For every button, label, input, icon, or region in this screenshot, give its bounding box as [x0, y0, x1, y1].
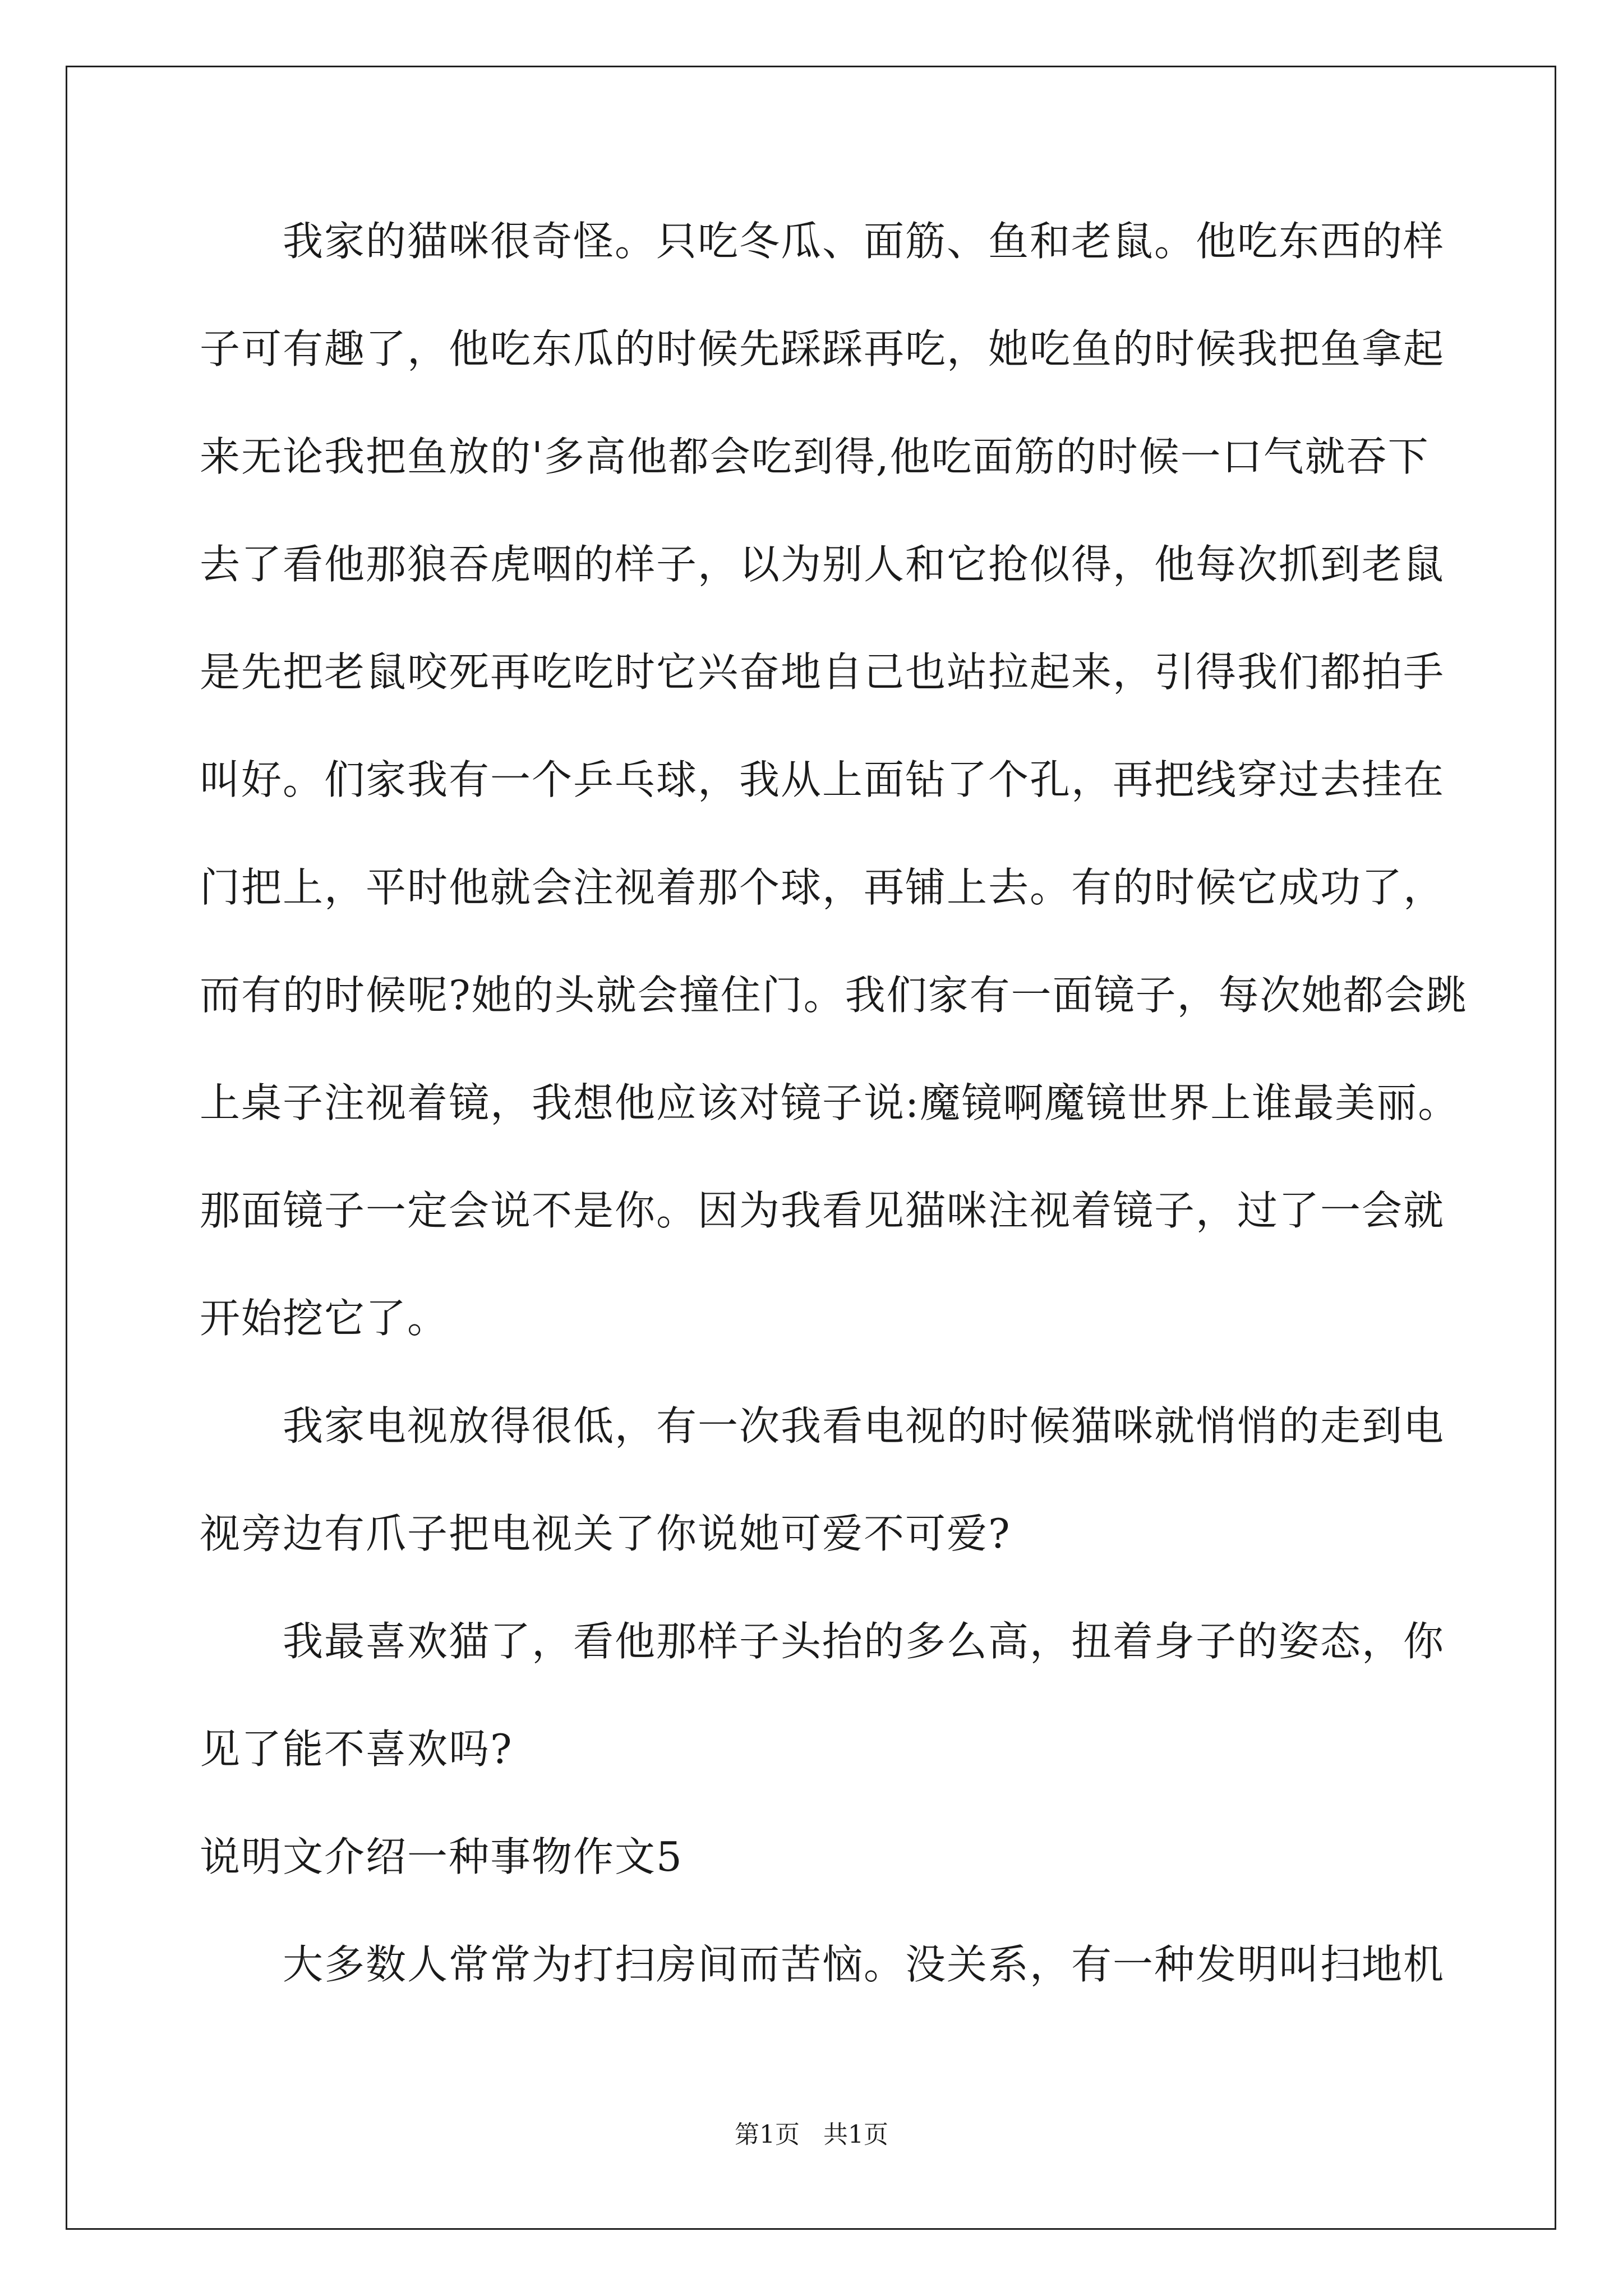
- paragraph-first-line: 我家电视放得很低，有一次我看电视的时候猫咪就悄悄的走到电: [283, 1402, 1445, 1450]
- text-line: 见了能不喜欢吗?: [200, 1726, 513, 1773]
- text-line: 视旁边有爪子把电视关了你说她可爱不可爱?: [200, 1510, 1011, 1557]
- text-line: 门把上，平时他就会注视着那个球，再铺上去。有的时候它成功了，: [200, 864, 1445, 911]
- text-line: 那面镜子一定会说不是你。因为我看见猫咪注视着镜子，过了一会就: [200, 1187, 1445, 1234]
- text-line: 子可有趣了，他吃东瓜的时候先踩踩再吃，她吃鱼的时候我把鱼拿起: [200, 325, 1445, 372]
- document-body: [200, 213, 1468, 2044]
- text-line: 来无论我把鱼放的'多高他都会吃到得,他吃面筋的时候一口气就吞下: [200, 433, 1430, 480]
- text-line: 开始挖它了。: [200, 1295, 449, 1342]
- text-line: 而有的时候呢?她的头就会撞住门。我们家有一面镜子，每次她都会跳: [200, 972, 1468, 1019]
- text-line: 上桌子注视着镜，我想他应该对镜子说:魔镜啊魔镜世界上谁最美丽。: [200, 1079, 1460, 1126]
- paragraph-first-line: 我最喜欢猫了，看他那样子头抬的多么高，扭着身子的姿态，你: [283, 1618, 1445, 1665]
- text-line: 说明文介绍一种事物作文5: [200, 1833, 683, 1880]
- paragraph-first-line: 我家的猫咪很奇怪。只吃冬瓜、面筋、鱼和老鼠。他吃东西的样: [283, 218, 1445, 265]
- text-line: 去了看他那狼吞虎咽的样子，以为别人和它抢似得，他每次抓到老鼠: [200, 541, 1445, 588]
- page-footer: 第1页 共1页: [735, 2120, 888, 2149]
- text-line: 是先把老鼠咬死再吃吃时它兴奋地自己也站拉起来，引得我们都拍手: [200, 648, 1445, 696]
- text-line: 叫好。们家我有一个乒乓球，我从上面钻了个孔，再把线穿过去挂在: [200, 756, 1445, 803]
- paragraph-first-line: 大多数人常常为打扫房间而苦恼。没关系，有一种发明叫扫地机: [283, 1941, 1445, 1988]
